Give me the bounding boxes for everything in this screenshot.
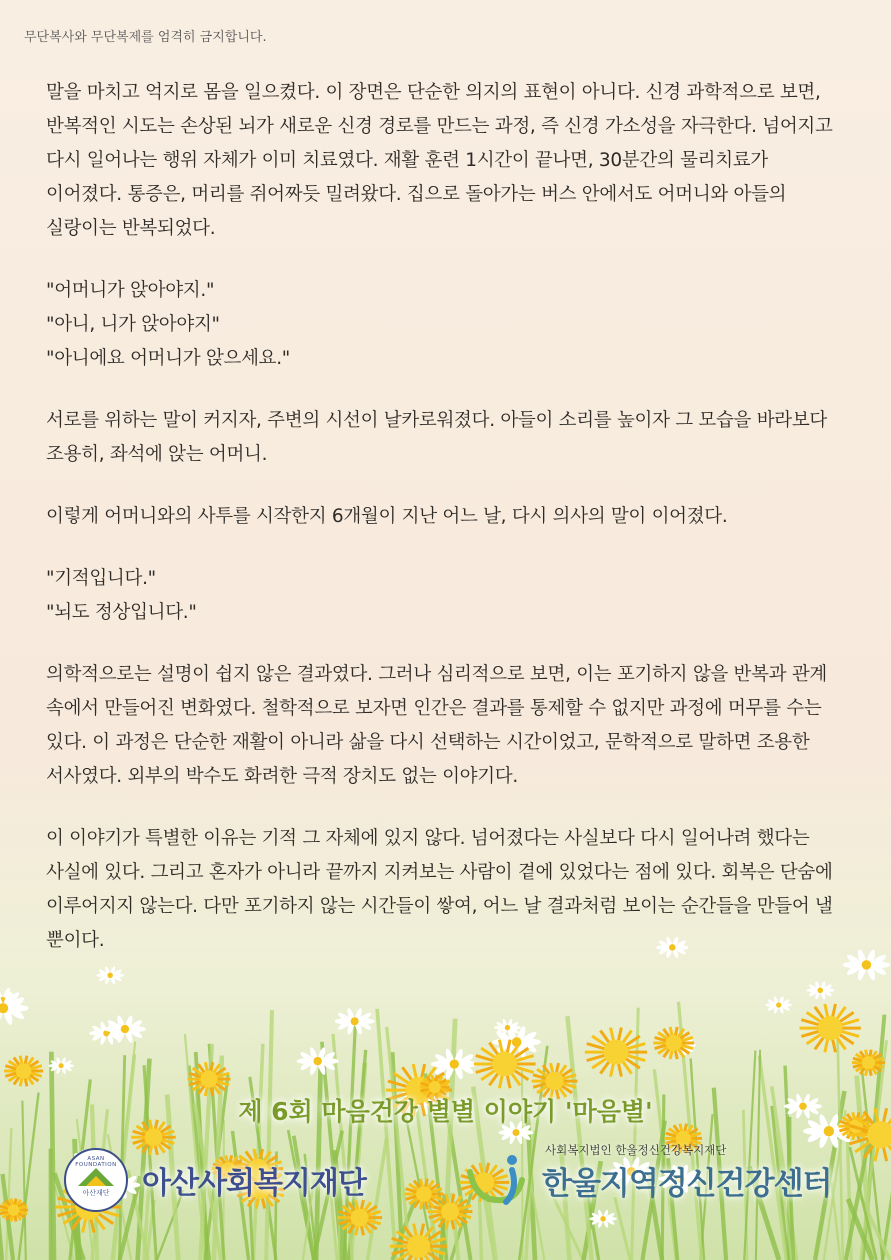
asan-foundation-logo [64,1148,366,1212]
asan-seal-icon [64,1148,128,1212]
dandelion-flower [0,1199,28,1222]
asan-foundation-name: 아산사회복지재단 [142,1166,366,1201]
paragraph-3: 서로를 위하는 말이 커지자, 주변의 시선이 날카로워졌다. 아들이 소리를 높이자 그 모습을 바라보다 조용히, 좌석에 앉는 어머니. [46,410,833,465]
story-body [46,76,846,986]
daisy-flower [843,949,890,982]
dandelion-flower [799,1004,860,1052]
daisy-flower [297,1047,339,1076]
hanul-parent-org-label: 사회복지법인 한울정신건강복지재단 [545,1143,727,1157]
daisy-flower [96,966,124,985]
paragraph-7: 이 이야기가 특별한 이유는 기적 그 자체에 있지 않다. 넘어졌다는 사실보다 다시 일어나려 했다는 사실에 있다. 그리고 혼자가 아니라 끝까지 지켜보는 사람이 곁에 있었다는 점에 있다. 회복은 단숨에 이루어지지 않는다. 다만 포기하지 않는 시간들이 쌓여, 어느 날 결과처럼 보이는 순간들을 만들어 낼 뿐이다. [46,828,839,951]
hanul-center-logo [462,1150,831,1210]
asan-seal-arc-text: ASAN FOUNDATION [75,1156,117,1168]
dialogue-2: "기적입니다." "뇌도 정상입니다." [46,568,197,623]
asan-seal-text: 아산재단 [82,1189,110,1197]
daisy-flower [656,936,689,959]
paragraph-6: 의학적으로는 설명이 쉽지 않은 결과였다. 그러나 심리적으로 보면, 이는 포기하지 않을 반복과 관계 속에서 만들어진 변화였다. 철학적으로 보자면 인간은 결과를 통제할 수 없지만 과정에 머무를 수는 있다. 이 과정은 단순한 재활이 아니라 삶을 다시 선택하는 시간이었고, 문학적으로 말하면 조용한 서사였다. 외부의 박수도 화려한 극적 장치도 없는 이야기다. [46,664,833,787]
contest-title: 제 6회 마음건강 별별 이야기 '마음별' [238,1097,653,1126]
dandelion-flower [852,1050,885,1076]
daisy-flower [765,996,791,1014]
paragraph-4: 이렇게 어머니와의 사투를 시작한지 6개월이 지난 어느 날, 다시 의사의 말이 이어졌다. [46,506,728,527]
paragraph-1: 말을 마치고 억지로 몸을 일으켰다. 이 장면은 단순한 의지의 표현이 아니다. 신경 과학적으로 보면, 반복적인 시도는 손상된 뇌가 새로운 신경 경로를 만드는 과정, 즉 신경 가소성을 자극한다. 넘어지고 다시 일어나는 행위 자체가 이미 치료였다. 재활 훈련 1시간이 끝나면, 30분간의 물리치료가 이어졌다. 통증은, 머리를 쥐어짜듯 밀려왔다. 집으로 돌아가는 버스 안에서도 어머니와 아들의 실랑이는 반복되었다. [46,82,839,239]
copyright-notice: 무단복사와 무단복제를 엄격히 금지합니다. [24,30,267,45]
dandelion-flower [653,1027,694,1059]
dialogue-1: "어머니가 앉아야지." "아니, 니가 앉아야지" "아니에요 어머니가 앉으세요." [46,280,291,369]
hanul-center-name: 한울지역정신건강센터 [542,1165,832,1202]
hanul-emblem-icon [462,1150,532,1210]
daisy-flower [806,981,834,1000]
dandelion-flower [4,1056,43,1087]
